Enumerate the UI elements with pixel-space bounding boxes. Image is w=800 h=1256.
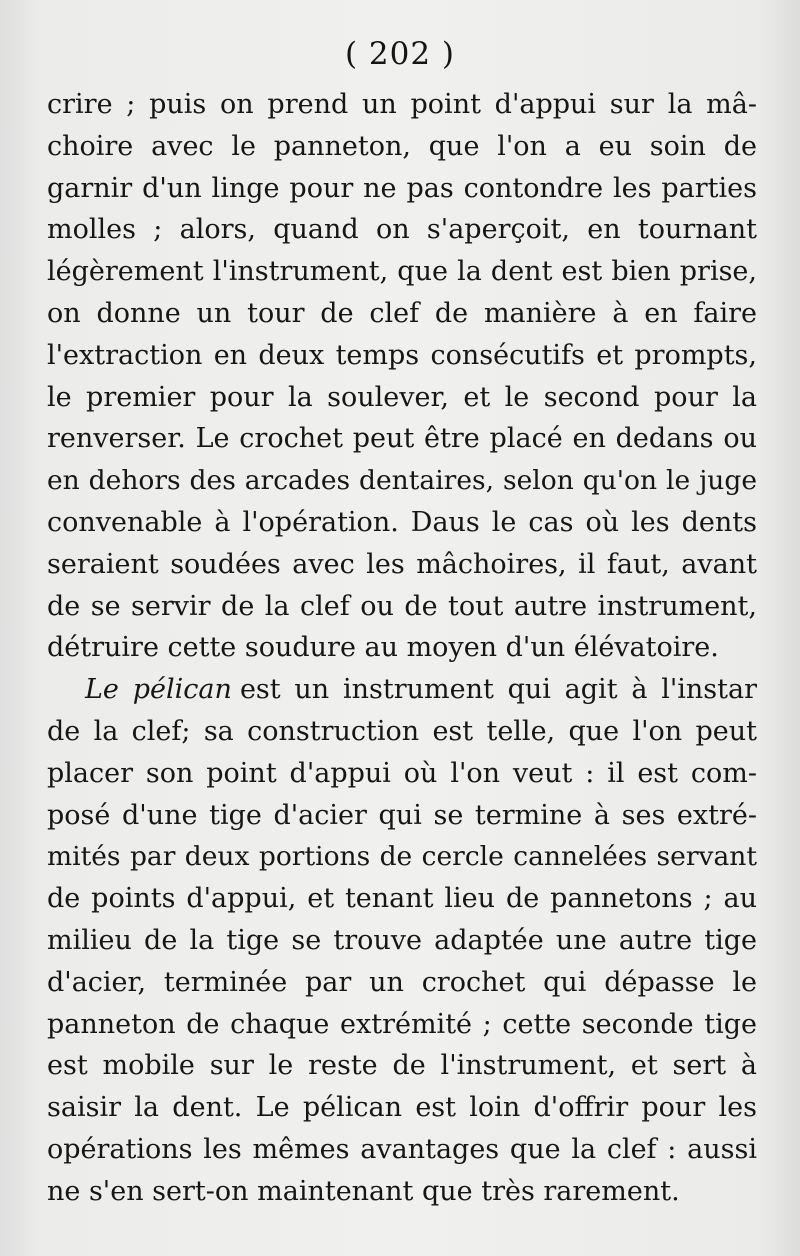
text-line: placer son point d'appui où l'on veut : il est com- (47, 757, 757, 789)
text-line: légèrement l'instrument, que la dent est bien prise, (47, 256, 757, 288)
text-line: molles ; alors, quand on s'aperçoit, en tournant (47, 214, 757, 246)
italic-term: Le pélican (85, 674, 232, 706)
text-line: posé d'une tige d'acier qui se termine à ses extré- (47, 799, 757, 831)
text-line: garnir d'un linge pour ne pas contondre les parties (47, 172, 757, 204)
page-number: ( 202 ) (344, 36, 456, 72)
text-line: on donne un tour de clef de manière à en faire (47, 297, 757, 329)
text-line: en dehors des arcades dentaires, selon qu'on le juge (47, 465, 757, 497)
body-text (47, 84, 757, 1213)
text-line: crire ; puis on prend un point d'appui sur la mâ- (47, 89, 757, 120)
text-span: est un instrument qui agit à l'instar (239, 674, 757, 706)
text-line: est mobile sur le reste de l'instrument, et sert à (47, 1050, 757, 1082)
text-line: saisir la dent. Le pélican est loin d'offrir pour les (47, 1092, 757, 1124)
text-line: d'acier, terminée par un crochet qui dépasse le (47, 966, 757, 998)
paragraph-2-first-line (47, 669, 757, 711)
text-line: de se servir de la clef ou de tout autre instrument, (47, 590, 757, 622)
text-line: convenable à l'opération. Daus le cas où les dents (47, 506, 757, 538)
text-line: détruire cette soudure au moyen d'un élévatoire. (47, 632, 719, 664)
text-line: de points d'appui, et tenant lieu de pannetons ; au (47, 883, 757, 915)
text-line: milieu de la tige se trouve adaptée une autre tige (47, 924, 757, 956)
text-line: renverser. Le crochet peut être placé en dedans ou (47, 423, 757, 455)
text-line: choire avec le panneton, que l'on a eu soin de (47, 130, 757, 162)
text-line: de la clef; sa construction est telle, que l'on peut (47, 715, 757, 747)
text-line: ne s'en sert-on maintenant que très rarement. (47, 1175, 680, 1207)
text-line: opérations les mêmes avantages que la clef : aussi (47, 1133, 757, 1165)
text-line: l'extraction en deux temps consécutifs et prompts, (47, 339, 757, 371)
text-line: le premier pour la soulever, et le second pour la (47, 381, 757, 413)
text-line: mités par deux portions de cercle cannelées servant (47, 841, 757, 873)
text-line: seraient soudées avec les mâchoires, il faut, avant (47, 548, 757, 580)
text-line: panneton de chaque extrémité ; cette seconde tige (47, 1008, 757, 1040)
